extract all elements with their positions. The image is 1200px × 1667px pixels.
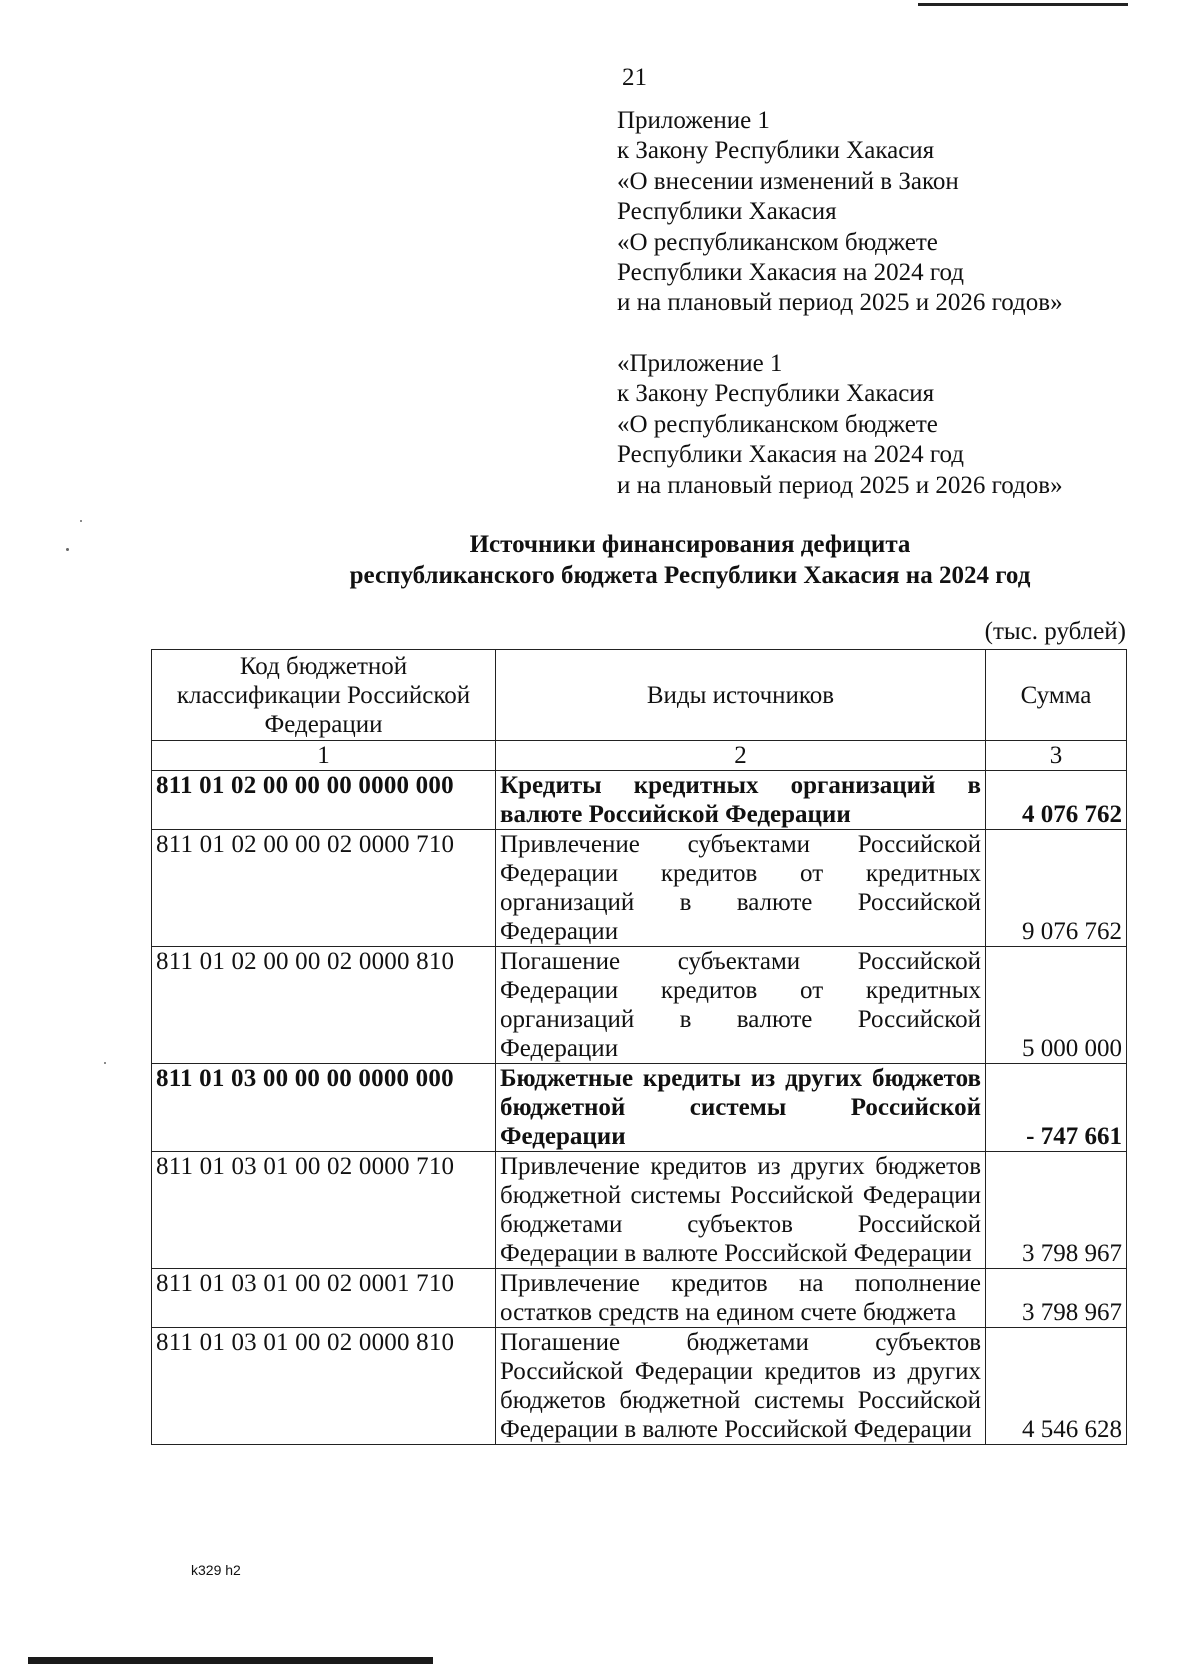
table-row: [152, 1064, 1127, 1152]
row-source-cell: Привлечение субъектами Российской Федерации кредитов от кредитных организаций в валюте Российской Федерации: [496, 830, 986, 947]
appendix-line: «О республиканском бюджете: [617, 228, 938, 256]
footer-code: k329 h2: [191, 1562, 241, 1578]
appendix-note: [617, 106, 1063, 319]
column-number: 2: [496, 741, 986, 771]
row-sum-cell: 5 000 000: [986, 947, 1127, 1064]
header-source-type: Виды источников: [496, 650, 986, 741]
row-sum-cell: 9 076 762: [986, 830, 1127, 947]
row-code-cell: 811 01 02 00 00 00 0000 000: [152, 771, 496, 830]
row-source-cell: Привлечение кредитов на пополнение остатков средств на едином счете бюджета: [496, 1269, 986, 1328]
appendix-line: Республики Хакасия на 2024 год: [617, 259, 965, 287]
appendix-line: и на плановый период 2025 и 2026 годов»: [617, 471, 1063, 499]
bottom-rule: [28, 1657, 433, 1664]
row-source-cell: Погашение субъектами Российской Федерации кредитов от кредитных организаций в валюте Российской Федерации: [496, 947, 986, 1064]
column-number: 1: [152, 741, 496, 771]
appendix-line: Республики Хакасия: [617, 198, 837, 226]
row-source-cell: Привлечение кредитов из других бюджетов бюджетной системы Российской Федерации бюджетами субъектов Российской Федерации в валюте Российской Федерации: [496, 1152, 986, 1269]
row-source-cell: Бюджетные кредиты из других бюджетов бюджетной системы Российской Федерации: [496, 1064, 986, 1152]
appendix-line: к Закону Республики Хакасия: [617, 380, 935, 408]
title-line: Источники финансирования дефицита: [469, 531, 911, 558]
row-code-cell: 811 01 02 00 00 02 0000 710: [152, 830, 496, 947]
financing-sources-table: [151, 649, 1127, 1445]
appendix-line: «Приложение 1: [617, 350, 783, 377]
row-code-cell: 811 01 03 01 00 02 0001 710: [152, 1269, 496, 1328]
table-row: [152, 947, 1127, 1064]
row-sum-cell: 4 076 762: [986, 771, 1127, 830]
row-sum-cell: - 747 661: [986, 1064, 1127, 1152]
appendix-line: Приложение 1: [617, 107, 770, 134]
scan-speck: [104, 1062, 106, 1064]
row-sum-cell: 3 798 967: [986, 1152, 1127, 1269]
units-label: (тыс. рублей): [984, 618, 1126, 645]
row-code-cell: 811 01 03 01 00 02 0000 710: [152, 1152, 496, 1269]
appendix-original-note: [617, 349, 1063, 501]
row-source-cell: Погашение бюджетами субъектов Российской Федерации кредитов из других бюджетов бюджетной системы Российской Федерации в валюте Российской Федерации: [496, 1328, 986, 1445]
table-row: [152, 1152, 1127, 1269]
column-number-row: [152, 741, 1127, 771]
row-sum-cell: 3 798 967: [986, 1269, 1127, 1328]
title-line: республиканского бюджета Республики Хакасия на 2024 год: [349, 562, 1031, 589]
document-title: [0, 529, 1200, 591]
appendix-line: и на плановый период 2025 и 2026 годов»: [617, 289, 1063, 317]
row-code-cell: 811 01 03 00 00 00 0000 000: [152, 1064, 496, 1152]
appendix-line: Республики Хакасия на 2024 год: [617, 441, 965, 469]
page-number: 21: [622, 64, 647, 91]
table-row: [152, 1269, 1127, 1328]
row-code-cell: 811 01 02 00 00 02 0000 810: [152, 947, 496, 1064]
table-header-row: [152, 650, 1127, 741]
column-number: 3: [986, 741, 1127, 771]
table-row: [152, 830, 1127, 947]
header-code: Код бюджетной классификации Российской Федерации: [152, 650, 496, 741]
appendix-line: «О внесении изменений в Закон: [617, 167, 959, 195]
appendix-line: «О республиканском бюджете: [617, 410, 938, 438]
row-source-cell: Кредиты кредитных организаций в валюте Российской Федерации: [496, 771, 986, 830]
top-rule: [918, 3, 1128, 6]
appendix-line: к Закону Республики Хакасия: [617, 137, 935, 165]
header-sum: Сумма: [986, 650, 1127, 741]
row-code-cell: 811 01 03 01 00 02 0000 810: [152, 1328, 496, 1445]
table-row: [152, 771, 1127, 830]
scan-speck: [80, 520, 82, 522]
table-row: [152, 1328, 1127, 1445]
row-sum-cell: 4 546 628: [986, 1328, 1127, 1445]
